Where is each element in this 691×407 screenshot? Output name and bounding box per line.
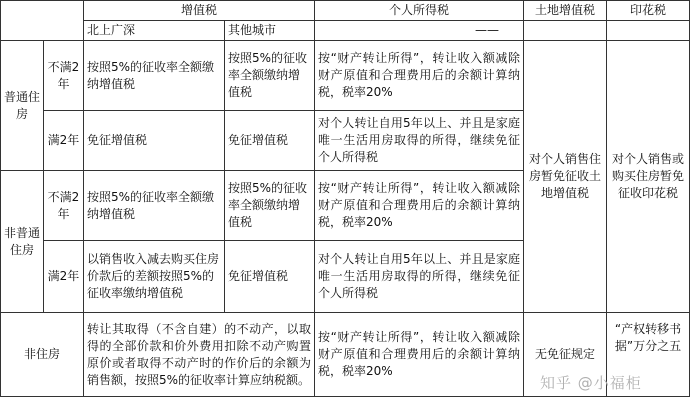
cell-nonord-under2-other: 按照5%的征收率全额缴纳增值税 — [225, 171, 315, 241]
cell-nonord-over2-pit: 对个人转让自用5年以上、并且是家庭唯一生活用房取得的所得，继续免征个人所得税 — [315, 241, 524, 313]
cell-nonord-under2-pit: 按“财产转让所得”，转让收入额减除财产原值和合理费用后的余额计算纳税，税率20% — [315, 171, 524, 241]
group-ordinary: 普通住房 — [1, 41, 44, 171]
header-vat: 增值税 — [84, 1, 315, 21]
period-under2: 不满2年 — [44, 41, 84, 111]
cell-ord-over2-other: 免征增值税 — [225, 111, 315, 171]
period-under2: 不满2年 — [44, 171, 84, 241]
cell-ord-over2-tier1: 免征增值税 — [84, 111, 225, 171]
cell-nonord-over2-tier1: 以销售收入减去购买住房价款后的差额按照5%的征收率缴纳增值税 — [84, 241, 225, 313]
cell-residential-land-vat: 对个人销售住房暂免征收土地增值税 — [524, 41, 607, 313]
subheader-dash: —— — [315, 21, 524, 41]
cell-nonres-stamp: “产权转移书据”万分之五 — [607, 313, 690, 397]
cell-ord-over2-pit: 对个人转让自用5年以上、并且是家庭唯一生活用房取得的所得，继续免征个人所得税 — [315, 111, 524, 171]
cell-residential-stamp: 对个人销售或购买住房暂免征收印花税 — [607, 41, 690, 313]
header-pit: 个人所得税 — [315, 1, 524, 21]
cell-nonres-pit: 按“财产转让所得”，转让收入额减除财产原值和合理费用后的余额计算纳税，税率20% — [315, 313, 524, 397]
cell-nonord-under2-tier1: 按照5%的征收率全额缴纳增值税 — [84, 171, 225, 241]
subheader-row — [1, 21, 690, 41]
subheader-empty-land — [524, 21, 607, 41]
cell-nonres-vat: 转让其取得（不含自建）的不动产，以取得的全部价款和价外费用扣除不动产购置原价或者取得不动产时的作价后的余额为销售额，按照5%的征收率计算应纳税额。 — [84, 313, 315, 397]
header-land-vat: 土地增值税 — [524, 1, 607, 21]
period-over2: 满2年 — [44, 111, 84, 171]
subheader-tier1: 北上广深 — [84, 21, 225, 41]
corner-cell — [1, 1, 84, 41]
cell-ord-under2-tier1: 按照5%的征收率全额缴纳增值税 — [84, 41, 225, 111]
header-stamp: 印花税 — [607, 1, 690, 21]
cell-nonord-over2-other: 免征增值税 — [225, 241, 315, 313]
group-non-residential: 非住房 — [1, 313, 84, 397]
zhihu-watermark: 知乎 @小福柜 — [540, 374, 642, 392]
cell-ord-under2-pit: 按“财产转让所得”，转让收入额减除财产原值和合理费用后的余额计算纳税，税率20% — [315, 41, 524, 111]
subheader-empty-stamp — [607, 21, 690, 41]
table-row — [1, 41, 690, 111]
period-over2: 满2年 — [44, 241, 84, 313]
group-non-ordinary: 非普通住房 — [1, 171, 44, 313]
cell-nonres-land-vat: 无免征规定 — [524, 313, 607, 397]
subheader-other: 其他城市 — [225, 21, 315, 41]
cell-ord-under2-other: 按照5%的征收率全额缴纳增值税 — [225, 41, 315, 111]
header-row — [1, 1, 690, 21]
